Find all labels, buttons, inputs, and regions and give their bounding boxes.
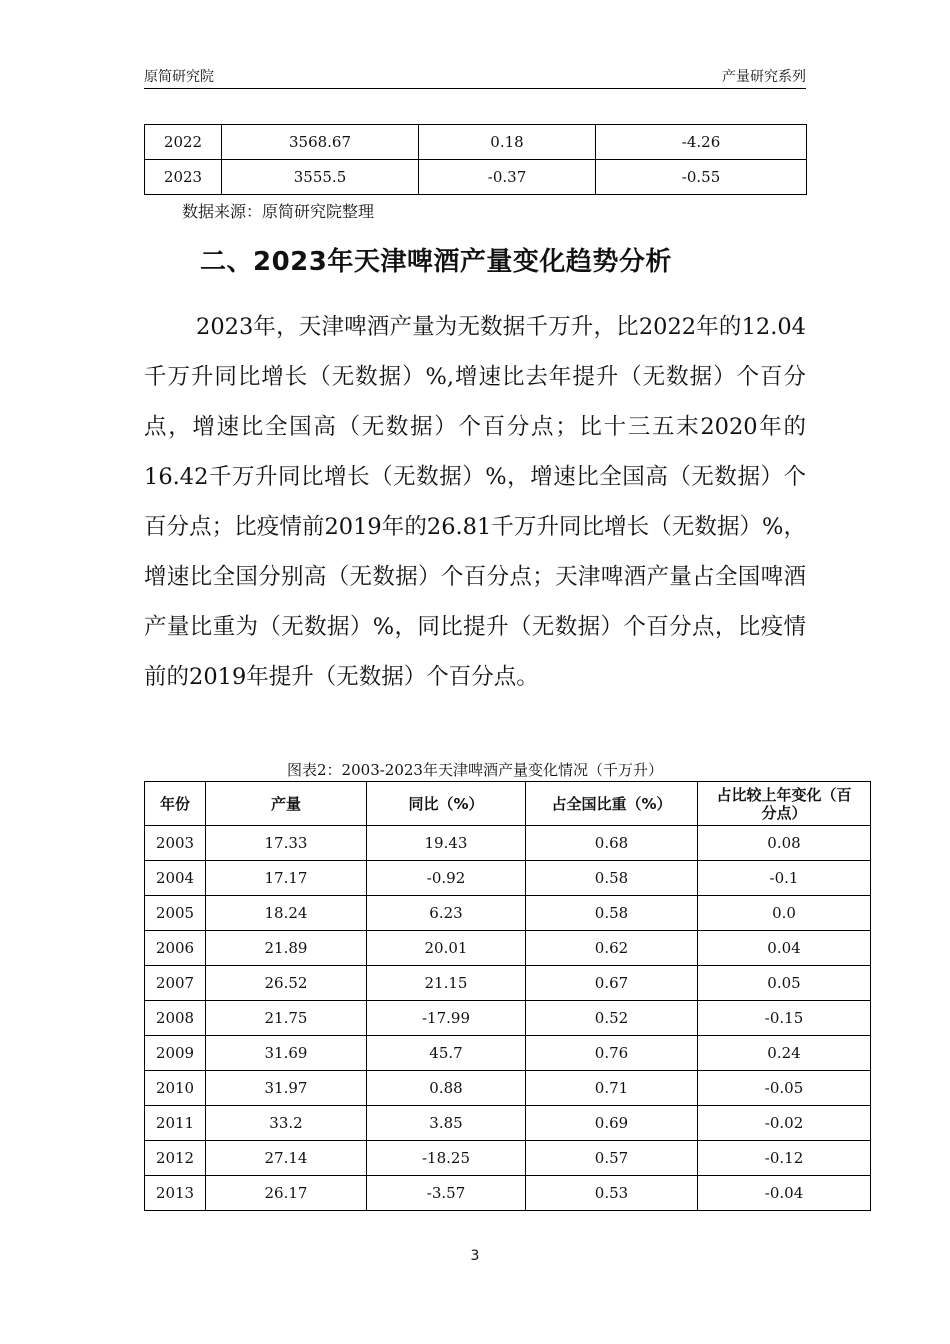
table-cell: 17.33 <box>206 826 367 861</box>
table-cell: 0.58 <box>526 861 698 896</box>
table-cell: -0.1 <box>698 861 871 896</box>
table-cell: -18.25 <box>367 1141 526 1176</box>
col-header-national-share: 占全国比重（%） <box>526 782 698 826</box>
table-cell: -17.99 <box>367 1001 526 1036</box>
table-cell: 3568.67 <box>222 125 419 160</box>
table-row <box>145 931 871 966</box>
table-cell: 3555.5 <box>222 160 419 195</box>
page-number: 3 <box>470 1248 480 1264</box>
col-header-share-change: 占比较上年变化（百分点） <box>698 782 871 826</box>
table-row <box>145 125 807 160</box>
table-cell: 0.08 <box>698 826 871 861</box>
table-cell: 19.43 <box>367 826 526 861</box>
table-cell: 0.67 <box>526 966 698 1001</box>
col-header-production: 产量 <box>206 782 367 826</box>
table-cell: 6.23 <box>367 896 526 931</box>
section-heading: 二、2023年天津啤酒产量变化趋势分析 <box>200 247 672 277</box>
table-cell: 21.75 <box>206 1001 367 1036</box>
table-cell: 0.62 <box>526 931 698 966</box>
table-cell: 2022 <box>145 125 222 160</box>
data-source-note: 数据来源：原简研究院整理 <box>182 202 375 221</box>
table2-header-row <box>145 782 871 826</box>
table-cell: 0.69 <box>526 1106 698 1141</box>
table-cell: 0.57 <box>526 1141 698 1176</box>
table-row <box>145 896 871 931</box>
table-cell: 33.2 <box>206 1106 367 1141</box>
table-row <box>145 160 807 195</box>
table-cell: 2012 <box>145 1141 206 1176</box>
table-cell: 31.97 <box>206 1071 367 1106</box>
table-cell: 0.52 <box>526 1001 698 1036</box>
table-cell: -0.12 <box>698 1141 871 1176</box>
table2-caption: 图表2：2003-2023年天津啤酒产量变化情况（千万升） <box>287 761 663 779</box>
table-cell: 0.68 <box>526 826 698 861</box>
table-cell: 0.71 <box>526 1071 698 1106</box>
table-row <box>145 966 871 1001</box>
table-row <box>145 1176 871 1211</box>
table-cell: -4.26 <box>596 125 807 160</box>
table-row <box>145 1106 871 1141</box>
table-cell: 21.89 <box>206 931 367 966</box>
table-cell: 2003 <box>145 826 206 861</box>
table-cell: 17.17 <box>206 861 367 896</box>
table-row <box>145 1036 871 1071</box>
table-cell: 3.85 <box>367 1106 526 1141</box>
table-cell: 31.69 <box>206 1036 367 1071</box>
table-cell: 45.7 <box>367 1036 526 1071</box>
header-divider <box>144 88 806 89</box>
table-cell: -0.92 <box>367 861 526 896</box>
analysis-paragraph: 2023年，天津啤酒产量为无数据千万升，比2022年的12.04千万升同比增长（无数据）%,增速比去年提升（无数据）个百分点，增速比全国高（无数据）个百分点；比十三五末2020年的16.42千万升同比增长（无数据）%，增速比全国高（无数据）个百分点；比疫情前2019年的26.81千万升同比增长（无数据）%，增速比全国分别高（无数据）个百分点；天津啤酒产量占全国啤酒产量比重为（无数据）%，同比提升（无数据）个百分点，比疫情前的2019年提升（无数据）个百分点。 <box>144 314 806 690</box>
table-cell: -0.04 <box>698 1176 871 1211</box>
table-cell: 2011 <box>145 1106 206 1141</box>
table-cell: 2008 <box>145 1001 206 1036</box>
header-org-name: 原简研究院 <box>144 69 214 85</box>
table-row <box>145 1141 871 1176</box>
table-cell: 18.24 <box>206 896 367 931</box>
table-cell: 2004 <box>145 861 206 896</box>
table-cell: 2010 <box>145 1071 206 1106</box>
table-cell: 21.15 <box>367 966 526 1001</box>
table-cell: 2023 <box>145 160 222 195</box>
table-row <box>145 861 871 896</box>
table-cell: 2007 <box>145 966 206 1001</box>
col-header-yoy: 同比（%） <box>367 782 526 826</box>
table-cell: 20.01 <box>367 931 526 966</box>
table-cell: 0.18 <box>419 125 596 160</box>
table-cell: 26.52 <box>206 966 367 1001</box>
table-cell: 27.14 <box>206 1141 367 1176</box>
table1-body <box>145 125 807 195</box>
table-cell: 0.05 <box>698 966 871 1001</box>
table-cell: -0.05 <box>698 1071 871 1106</box>
table-cell: 2009 <box>145 1036 206 1071</box>
table-cell: 0.88 <box>367 1071 526 1106</box>
table-cell: 0.53 <box>526 1176 698 1211</box>
col-header-year: 年份 <box>145 782 206 826</box>
table-row <box>145 1001 871 1036</box>
table-cell: 0.58 <box>526 896 698 931</box>
table-cell: 0.24 <box>698 1036 871 1071</box>
table-cell: 0.0 <box>698 896 871 931</box>
table2-body <box>145 826 871 1211</box>
table-cell: -0.15 <box>698 1001 871 1036</box>
table-cell: 0.76 <box>526 1036 698 1071</box>
table-cell: 26.17 <box>206 1176 367 1211</box>
table-cell: 2005 <box>145 896 206 931</box>
table-national-continuation <box>144 124 807 195</box>
table-cell: -0.02 <box>698 1106 871 1141</box>
table-tianjin-beer-production <box>144 781 871 1211</box>
table-cell: -3.57 <box>367 1176 526 1211</box>
header-series-name: 产量研究系列 <box>722 69 806 85</box>
table-row <box>145 1071 871 1106</box>
table-row <box>145 826 871 861</box>
table-cell: -0.55 <box>596 160 807 195</box>
table-cell: 2006 <box>145 931 206 966</box>
table-cell: 2013 <box>145 1176 206 1211</box>
table-cell: -0.37 <box>419 160 596 195</box>
table-cell: 0.04 <box>698 931 871 966</box>
